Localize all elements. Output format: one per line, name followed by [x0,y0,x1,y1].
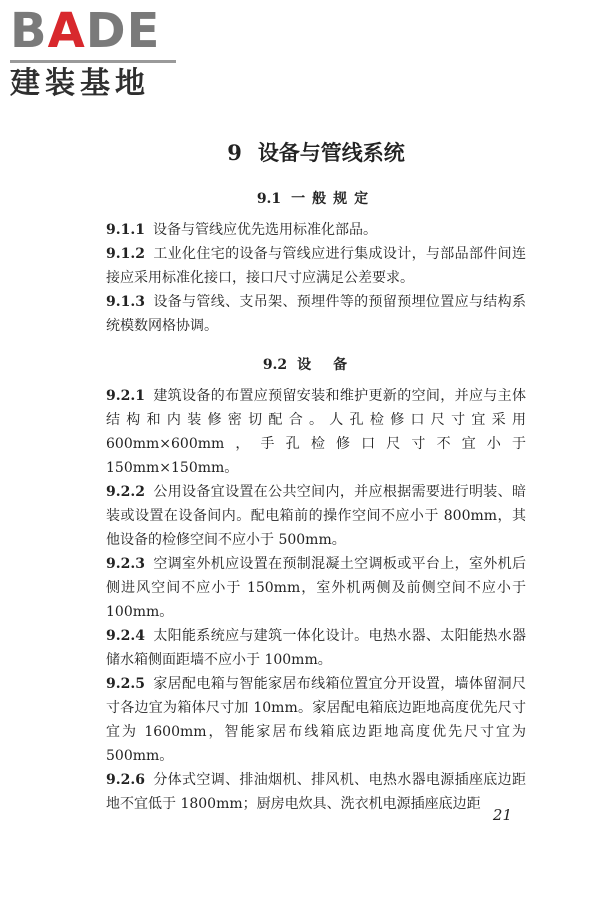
chapter-title [106,138,526,168]
page-content [106,138,526,816]
logo-subtitle: 建装基地 [10,66,150,101]
clause-number: 9.2.5 [106,676,145,692]
clause-number: 9.1.3 [106,294,145,310]
clause [106,242,526,290]
clause [106,672,526,768]
chapter-title-text: 设备与管线系统 [257,140,405,165]
section-number: 9.1 [256,191,282,207]
logo-divider [10,60,176,63]
clause [106,384,526,480]
clause-text: 分体式空调、排油烟机、排风机、电热水器电源插座底边距地不宜低于 1800mm；厨房电炊具、洗衣机电源插座底边距 [106,772,526,812]
clause-text: 建筑设备的布置应预留安装和维护更新的空间，并应与主体结构和内装修密切配合。人孔检修口尺寸宜采用 600mm×600mm，手孔检修口尺寸不宜小于 150mm×150mm。 [106,388,526,476]
clause [106,552,526,624]
clause-text: 工业化住宅的设备与管线应进行集成设计，与部品部件间连接应采用标准化接口，接口尺寸应满足公差要求。 [106,246,526,286]
clause-text: 设备与管线应优先选用标准化部品。 [152,222,377,238]
clause [106,624,526,672]
clause [106,290,526,338]
logo-wordmark: BADE [10,3,161,59]
clause-number: 9.2.4 [106,628,145,644]
clause-text: 家居配电箱与智能家居布线箱位置宜分开设置，墙体留洞尺寸各边宜为箱体尺寸加 10mm。家居配电箱底边距地高度优先尺寸宜为 1600mm，智能家居布线箱底边距地高度优先尺寸宜为 500mm。 [106,676,526,764]
clause-number: 9.2.2 [106,484,145,500]
clause [106,218,526,242]
section-title [106,354,526,376]
clause [106,480,526,552]
page-number: 21 [492,806,512,824]
clause-text: 太阳能系统应与建筑一体化设计。电热水器、太阳能热水器储水箱侧面距墙不应小于 100mm。 [106,628,526,668]
section-title [106,188,526,210]
chapter-number: 9 [227,140,242,165]
section-number: 9.2 [262,357,288,373]
clause-number: 9.2.6 [106,772,145,788]
clause-text: 公用设备宜设置在公共空间内，并应根据需要进行明装、暗装或设置在设备间内。配电箱前的操作空间不应小于 800mm，其他设备的检修空间不应小于 500mm。 [106,484,526,548]
clause-text: 空调室外机应设置在预制混凝土空调板或平台上，室外机后侧进风空间不应小于 150mm，室外机两侧及前侧空间不应小于 100mm。 [106,556,526,620]
section-title-text: 一般规定 [291,191,376,207]
clause-number: 9.1.2 [106,246,145,262]
clause-number: 9.2.1 [106,388,145,404]
logo [10,3,180,101]
clause-text: 设备与管线、支吊架、预埋件等的预留预埋位置应与结构系统模数网格协调。 [106,294,526,334]
section-title-text: 设备 [297,357,370,373]
logo-wordmark-accent: A [47,3,86,59]
clause-number: 9.1.1 [106,222,145,238]
clause [106,768,526,816]
clause-number: 9.2.3 [106,556,145,572]
